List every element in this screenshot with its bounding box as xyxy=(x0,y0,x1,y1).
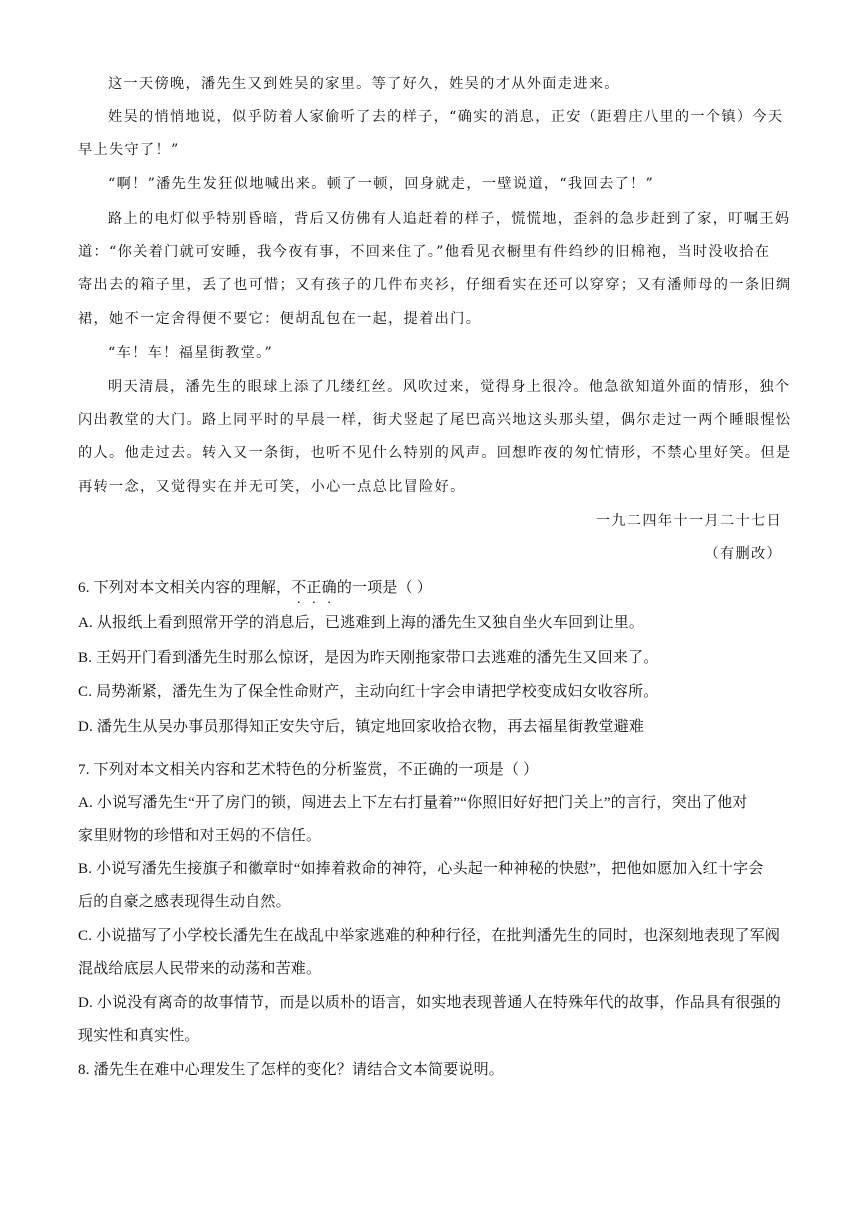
story-paragraph-1: 这一天傍晚，潘先生又到姓吴的家里。等了好久，姓吴的才从外面走进来。 xyxy=(108,76,620,92)
story-paragraph-6-line-4: 再转一念，又觉得实在并无可笑，小心一点总比冒险好。 xyxy=(78,479,466,495)
question-7-option-c-line-2: 混战给底层人民带来的动荡和苦难。 xyxy=(78,961,322,977)
story-paragraph-6-line-1: 明天清晨，潘先生的眼球上添了几缕红丝。风吹过来，觉得身上很冷。他急欲知道外面的情形，独个 xyxy=(108,379,791,395)
question-7-option-b-line-1: B. 小说写潘先生接旗子和徽章时“如捧着救命的神符，心头起一种神秘的快慰”，把他如愿加入红十字会 xyxy=(78,861,764,877)
question-7-option-b-line-2: 后的自豪之感表现得生动自然。 xyxy=(78,894,291,910)
question-6-option-d: D. 潘先生从吴办事员那得知正安失守后，镇定地回家收拾衣物，再去福星街教堂避难 xyxy=(78,719,645,735)
story-paragraph-5: “车！车！福星街教堂。” xyxy=(108,345,274,361)
question-6-option-c: C. 局势渐紧，潘先生为了保全性命财产，主动向红十字会申请把学校变成妇女收容所。 xyxy=(78,684,659,700)
question-6-option-b: B. 王妈开门看到潘先生时那么惊讶，是因为昨天刚拖家带口去逃难的潘先生又回来了。 xyxy=(78,650,659,666)
story-paragraph-2-line-1: 姓吴的悄悄地说，似乎防着人家偷听了去的样子，“确实的消息，正安（距碧庄八里的一个镇）今天 xyxy=(108,109,784,125)
question-7-option-d-line-1: D. 小说没有离奇的故事情节，而是以质朴的语言，如实地表现普通人在特殊年代的故事，作品具有很强的 xyxy=(78,995,781,1011)
story-paragraph-2-line-2: 早上失守了！” xyxy=(78,142,180,158)
story-paragraph-3: “啊！”潘先生发狂似地喊出来。顿了一顿，回身就走，一壁说道，“我回去了！” xyxy=(108,176,655,192)
question-7-option-a-line-2: 家里财物的珍惜和对王妈的不信任。 xyxy=(78,828,322,844)
emphasis-dot-char: 不 xyxy=(291,580,307,596)
story-paragraph-6-line-3: 的人。他走过去。转入又一条街，也听不见什么特别的风声。回想昨夜的匆忙情形，不禁心里好笑。但是 xyxy=(78,445,792,461)
story-paragraph-4-line-1: 路上的电灯似乎特别昏暗，背后又仿佛有人追赶着的样子，慌慌地，歪斜的急步赶到了家，叮嘱王妈 xyxy=(108,211,791,227)
question-6-stem-start: 6. 下列对本文相关内容的理解， xyxy=(78,580,292,596)
question-7-option-d-line-2: 现实性和真实性。 xyxy=(78,1028,200,1044)
story-date: 一九二四年十一月二十七日 xyxy=(595,513,782,529)
story-paragraph-4-line-3: 寄出去的箱子里，丢了也可惜；又有孩子的几件布夹衫，仔细看实在还可以穿穿；又有潘师母的一条旧绸 xyxy=(78,277,792,293)
story-paragraph-4-line-4: 裙，她不一定舍得便不要它：便胡乱包在一起，提着出门。 xyxy=(78,311,482,327)
question-7-option-c-line-1: C. 小说描写了小学校长潘先生在战乱中举家逃难的种种行径，在批判潘先生的同时，也深刻地表现了军阀 xyxy=(78,928,781,944)
story-note: （有删改） xyxy=(704,546,782,562)
question-7-option-a-line-1: A. 小说写潘先生“开了房门的锁，闯进去上下左右打量着”“你照旧好好把门关上”的言行，突出了他对 xyxy=(78,795,748,811)
story-paragraph-4-line-2: 道：“你关着门就可安睡，我今夜有事，不回来住了。”他看见衣橱里有件绉纱的旧棉袍，当时没收拾在 xyxy=(78,244,771,260)
emphasis-dot-char: 正 xyxy=(306,580,322,596)
emphasis-dot-char: 确 xyxy=(321,580,337,596)
question-8-stem: 8. 潘先生在难中心理发生了怎样的变化？请结合文本简要说明。 xyxy=(78,1062,505,1078)
question-7-stem: 7. 下列对本文相关内容和艺术特色的分析鉴赏，不正确的一项是（ ） xyxy=(78,762,539,778)
question-6-stem xyxy=(78,581,432,596)
question-6-option-a: A. 从报纸上看到照常开学的消息后，已逃难到上海的潘先生又独自坐火车回到让里。 xyxy=(78,615,645,631)
story-paragraph-6-line-2: 闪出教堂的大门。路上同平时的早晨一样，街犬竖起了尾巴高兴地这头那头望，偶尔走过一两个睡眼惺忪 xyxy=(78,412,792,428)
question-6-stem-end: 的一项是（ ） xyxy=(336,580,432,596)
